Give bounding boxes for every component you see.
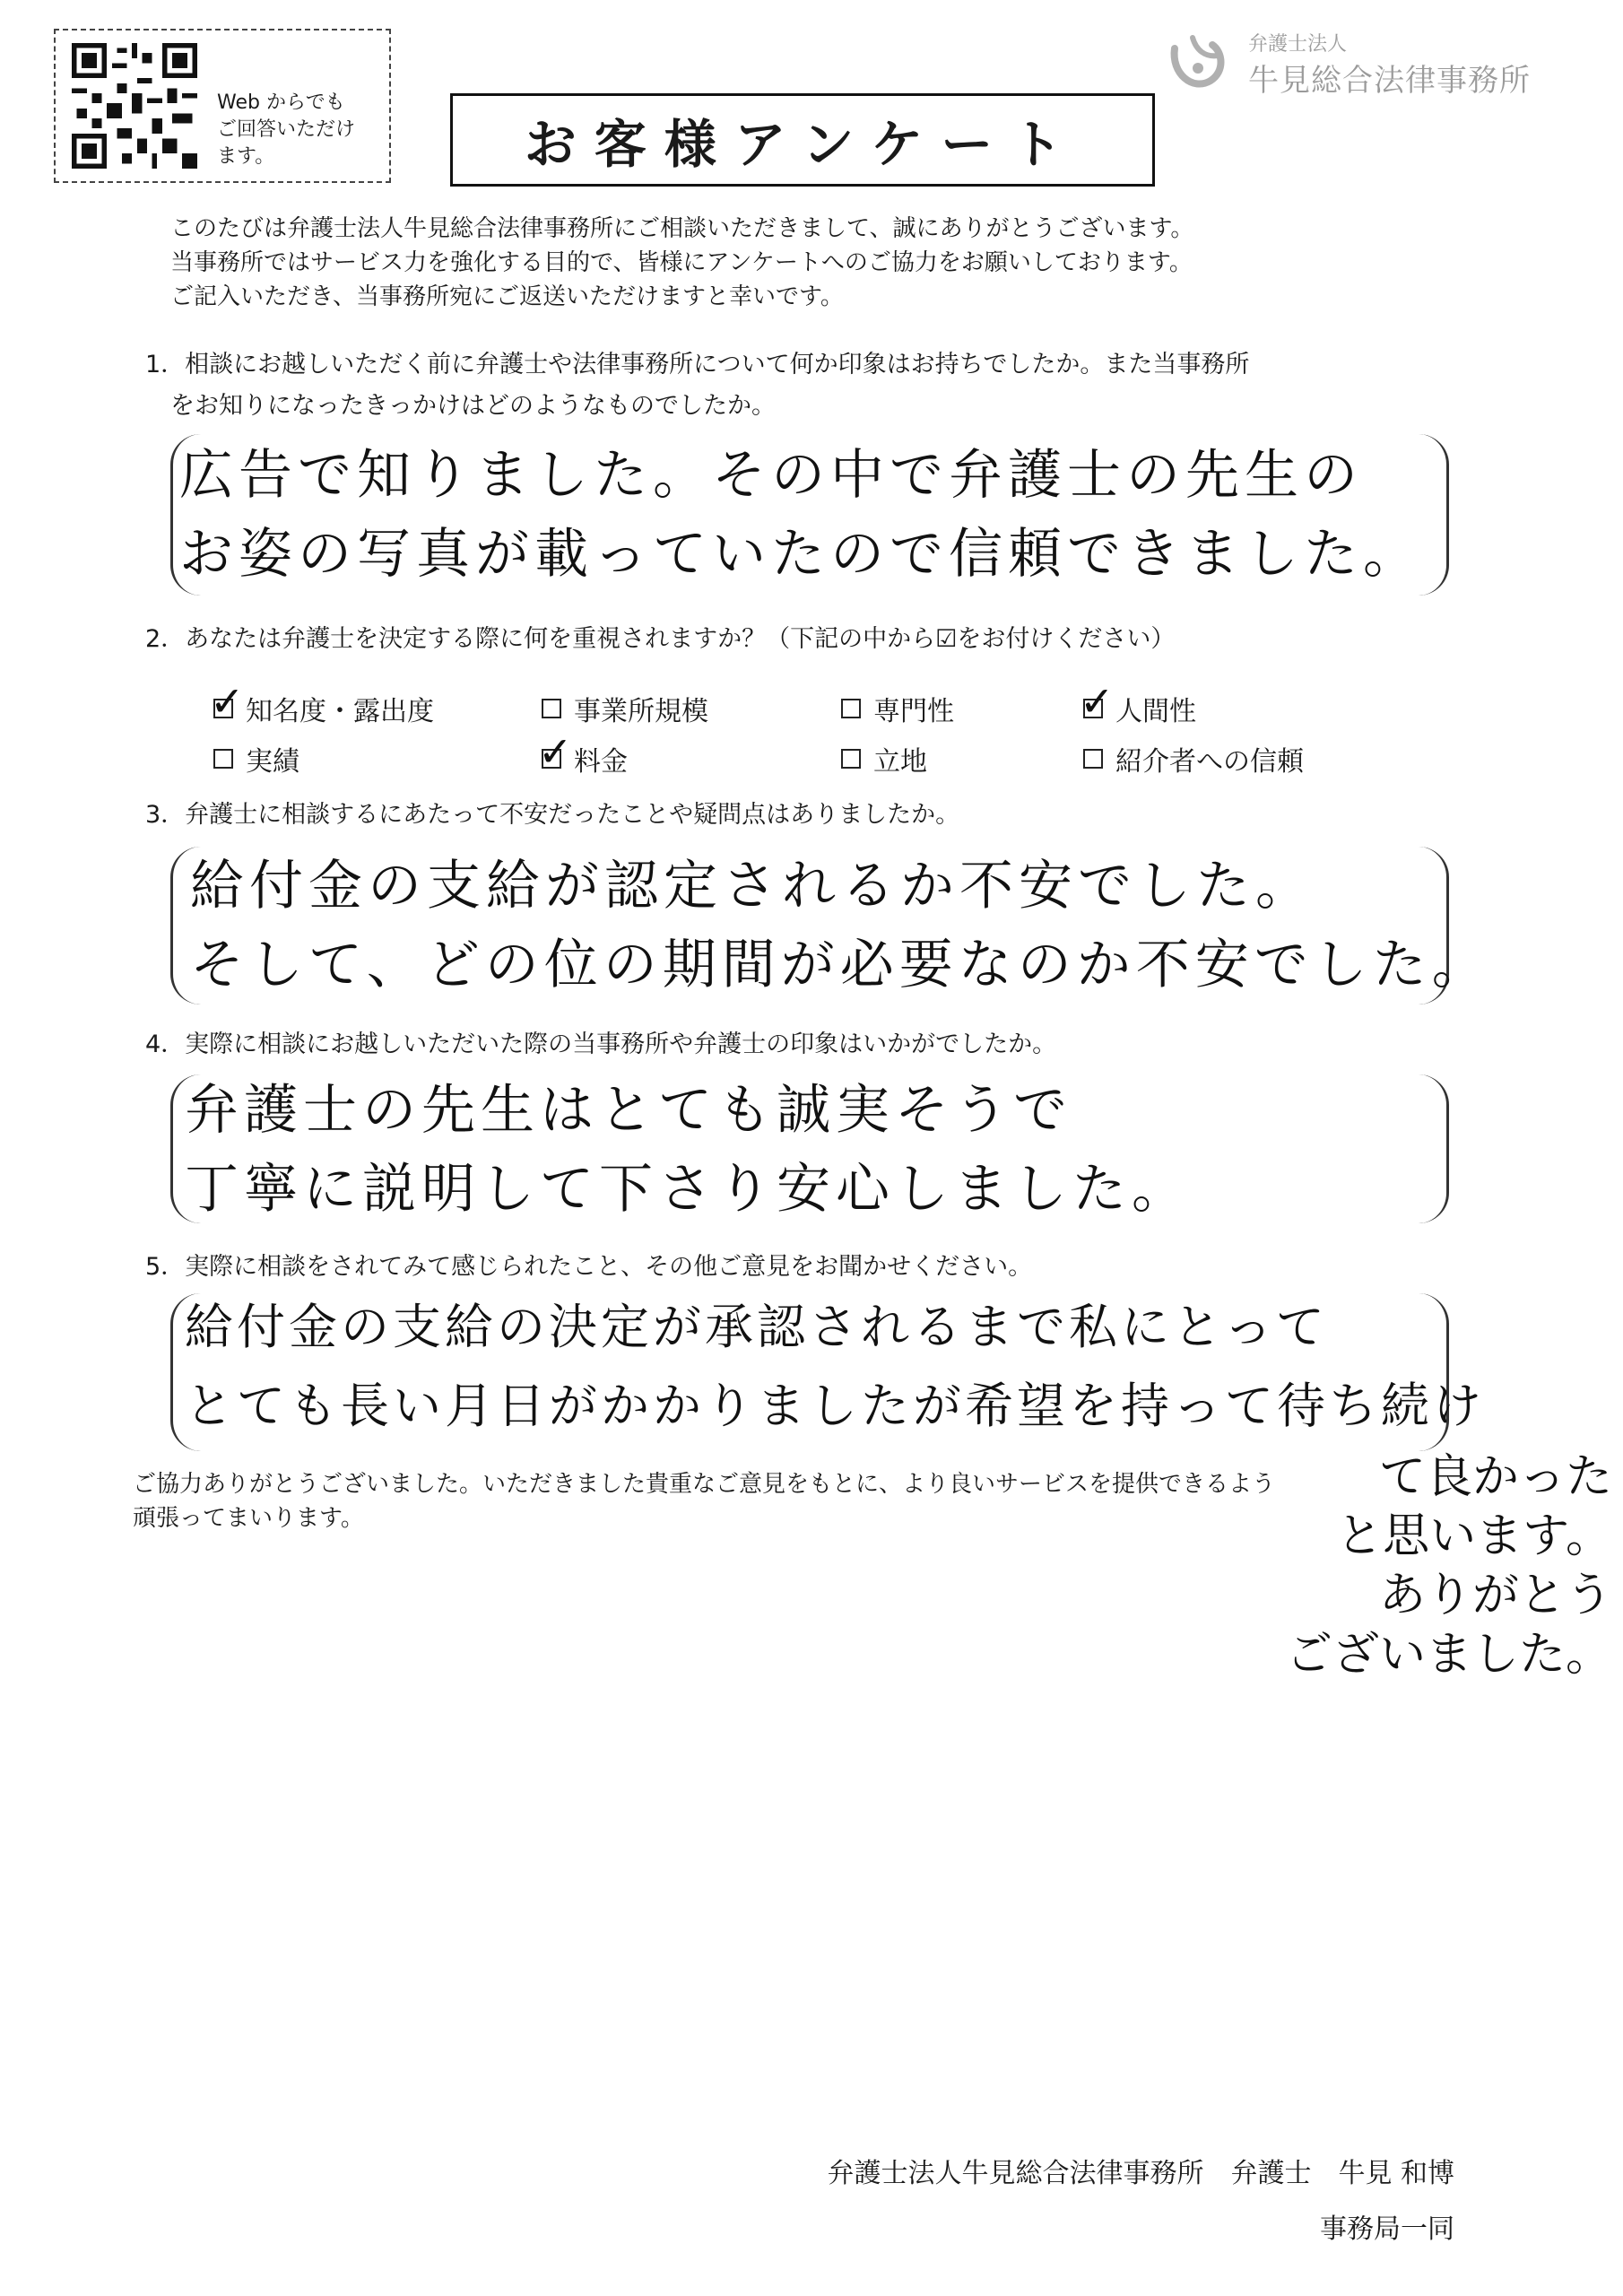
- option-label: 実績: [246, 746, 299, 778]
- page-title: お客様アンケート: [450, 93, 1155, 187]
- answer-5-line-1: 給付金の支給の決定が承認されるまで私にとって: [185, 1299, 1328, 1355]
- answer-5-overflow: [1286, 1448, 1612, 1684]
- answer-1-line-1: 広告で知りました。その中で弁護士の先生の: [179, 444, 1363, 507]
- answer-5-line-2: とても長い月日がかかりましたが希望を持って待ち続け: [185, 1378, 1485, 1434]
- option-location[interactable]: [841, 739, 927, 778]
- firm-logo: [1166, 23, 1560, 104]
- question-1-line-1: 1．相談にお越しいただく前に弁護士や法律事務所について何か印象はお持ちでしたか。また当事務所: [145, 351, 1250, 378]
- firm-logo-icon: [1166, 29, 1234, 97]
- checkbox[interactable]: [1080, 677, 1115, 726]
- question-1-line-2: をお知りになったきっかけはどのようなものでしたか。: [170, 392, 776, 420]
- signature-line-2: 事務局一同: [1320, 2213, 1454, 2245]
- checkbox[interactable]: [210, 677, 245, 726]
- check-mark-icon: ✓: [1080, 677, 1115, 726]
- checkbox[interactable]: [542, 699, 561, 718]
- option-label: 料金: [574, 746, 628, 778]
- question-4: 4．実際に相談にお越しいただいた際の当事務所や弁護士の印象はいかがでしたか。: [145, 1031, 1057, 1058]
- checkbox[interactable]: [1083, 749, 1103, 769]
- signature: [827, 2151, 1454, 2246]
- answer-5-overflow-line: ございました。: [1285, 1628, 1612, 1682]
- checkbox[interactable]: [538, 727, 573, 776]
- checkbox[interactable]: [213, 749, 233, 769]
- intro-line: 当事務所ではサービス力を強化する目的で、皆様にアンケートへのご協力をお願いしております。: [170, 249, 1193, 276]
- answer-3-line-2: そして、どの位の期間が必要なのか不安でした。: [190, 934, 1491, 996]
- option-office-size[interactable]: [542, 689, 708, 728]
- option-label: 専門性: [873, 696, 954, 727]
- answer-4-line-2: 丁寧に説明して下さり安心しました。: [185, 1158, 1191, 1221]
- question-1: [145, 344, 1249, 427]
- question-2: 2．あなたは弁護士を決定する際に何を重視されますか？（下記の中から☑をお付けください）: [145, 625, 1176, 653]
- signature-line-1: 弁護士法人牛見総合法律事務所 弁護士 牛見 和博: [827, 2158, 1454, 2189]
- option-track-record[interactable]: [213, 739, 299, 778]
- logo-name-text: 牛見総合法律事務所: [1248, 63, 1531, 99]
- logo-small-text: 弁護士法人: [1248, 33, 1348, 56]
- option-personality[interactable]: [1080, 677, 1196, 728]
- checkbox[interactable]: [841, 749, 861, 769]
- check-mark-icon: ✓: [210, 677, 245, 726]
- intro-paragraph: [170, 212, 1193, 314]
- answer-5-overflow-line: と思います。: [1336, 1509, 1612, 1563]
- checkbox[interactable]: [841, 699, 861, 718]
- question-5: 5．実際に相談をされてみて感じられたこと、その他ご意見をお聞かせください。: [145, 1253, 1033, 1281]
- option-expertise[interactable]: [841, 689, 954, 728]
- qr-code-icon: [72, 43, 197, 169]
- answer-5-overflow-line: て良かった: [1378, 1450, 1612, 1504]
- qr-code-box: [54, 29, 391, 183]
- intro-line: ご記入いただき、当事務所宛にご返送いただけますと幸いです。: [170, 283, 844, 310]
- option-referrer-trust[interactable]: [1083, 739, 1304, 778]
- option-label: 事業所規模: [574, 696, 708, 727]
- answer-3-line-1: 給付金の支給が認定されるか不安でした。: [190, 855, 1315, 918]
- intro-line: このたびは弁護士法人牛見総合法律事務所にご相談いただきまして、誠にありがとうございます。: [170, 215, 1194, 242]
- option-label: 人間性: [1115, 696, 1196, 727]
- answer-4-line-1: 弁護士の先生はとても誠実そうで: [185, 1079, 1072, 1142]
- option-label: 紹介者への信頼: [1115, 746, 1304, 778]
- option-fee[interactable]: [538, 727, 628, 778]
- closing-message: [133, 1467, 1275, 1535]
- option-name-recognition[interactable]: [210, 677, 434, 728]
- answer-1: [179, 436, 1422, 594]
- qr-caption: Web からでも ご回答いただけ ます。: [217, 91, 356, 168]
- check-mark-icon: ✓: [538, 727, 573, 776]
- answer-5: [185, 1288, 1485, 1446]
- question-3: 3．弁護士に相談するにあたって不安だったことや疑問点はありましたか。: [145, 801, 960, 829]
- closing-line: 頑張ってまいります。: [133, 1505, 364, 1532]
- answer-3: [190, 847, 1491, 1004]
- option-label: 立地: [873, 746, 927, 778]
- option-label: 知名度・露出度: [246, 696, 434, 727]
- answer-1-line-2: お姿の写真が載っていたので信頼できました。: [179, 523, 1422, 586]
- answer-5-overflow-line: ありがとう: [1378, 1569, 1612, 1622]
- answer-4: [185, 1071, 1191, 1229]
- closing-line: ご協力ありがとうございました。いただきました貴重なご意見をもとに、より良いサービスを提供できるよう: [133, 1471, 1276, 1498]
